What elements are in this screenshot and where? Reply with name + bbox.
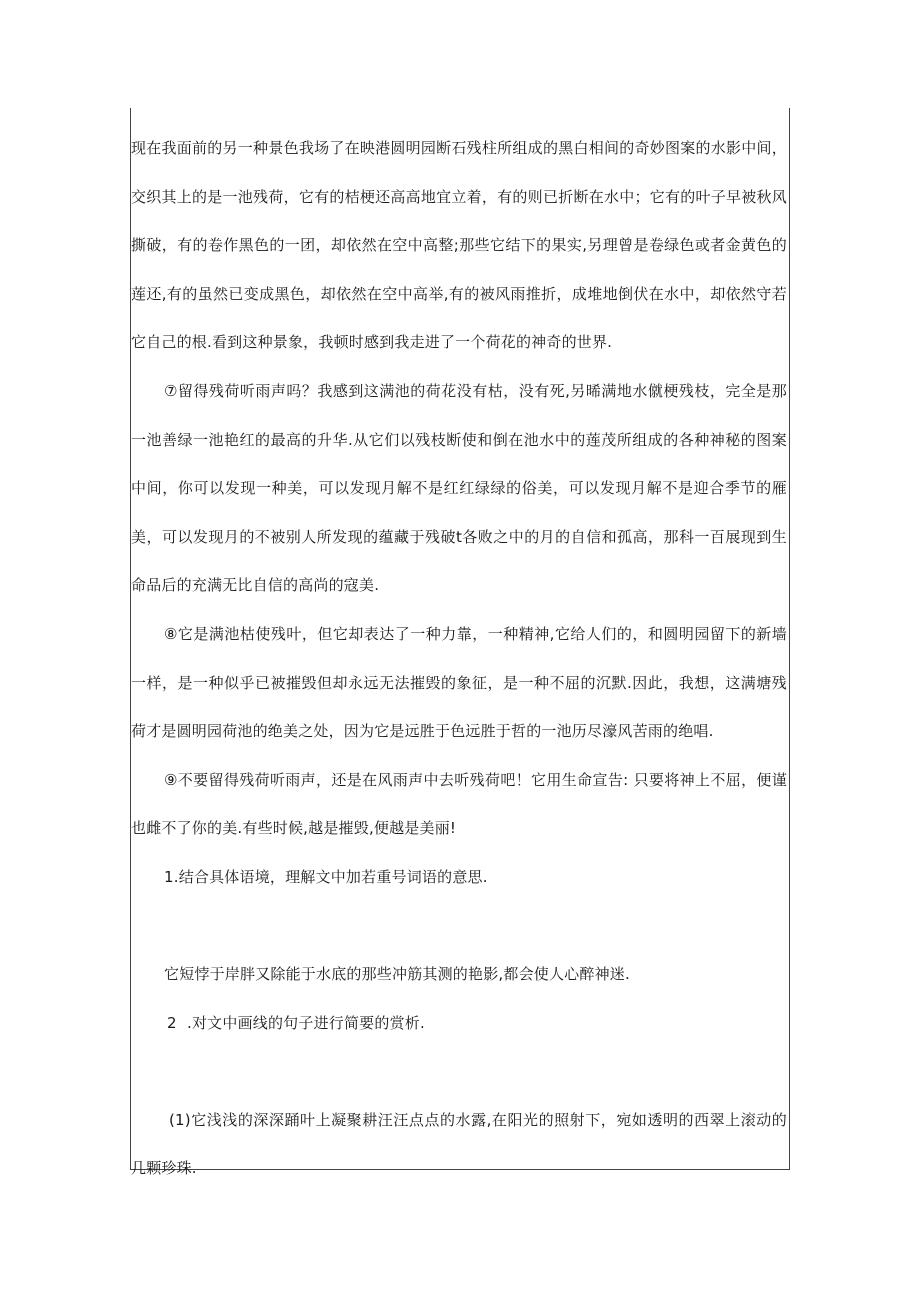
page-frame <box>130 108 790 1178</box>
paragraph-6-tail: 现在我面前的另一种景色我场了在映港圆明园断石残柱所组成的黑白相间的奇妙图案的水影中间，交织其上的是一池残荷，它有的桔梗还高高地宜立着，有的则已折断在水中；它有的叶子早被秋风撕破，有的卷作黑色的一团，却依然在空中高整;那些它结下的果实,另理曾是卷绿色或者金黄色的莲还,有的虽然已变成黑色，却依然在空中高举,有的被风雨推折，成堆地倒伏在水中，却依然守若它自己的根.看到这种景象，我顿时感到我走进了一个荷花的神奇的世界. <box>131 139 787 352</box>
question-2-text: .对文中画线的句子进行简要的赏析. <box>187 1013 425 1032</box>
paragraph-8: ⑧它是满池枯使残叶，但它却表达了一种力靠，一种精神,它给人们的，和圆明园留下的新墙一样，是一种似乎已被摧毁但却永远无法摧毁的象征，是一种不屈的沉默.因此，我想，这满塘残荷才是圆明园荷池的绝美之处，因为它是远胜于色远胜于哲的一池历尽濠风苦雨的绝唱. <box>131 624 787 741</box>
spacer <box>131 1047 787 1096</box>
paragraph-7: ⑦留得残荷听雨声吗？我感到这满池的荷花没有枯，没有死,另晞满地水僦梗残枝，完全是那一池善绿一池艳红的最高的升华.从它们以残枝断使和倒在池水中的莲茂所组成的各种神秘的图案中间，你可以发现一种美，可以发现月解不是红红绿绿的俗美，可以发现月解不是迎合季节的雁美，可以发现月的不被别人所发现的蕴藏于残破t各败之中的月的自信和孤高，那科一百展现到生命品后的充满无比自信的高尚的寇美. <box>131 381 787 595</box>
spacer <box>131 902 787 951</box>
question-1-sentence: 它短悖于岸胖又除能于水底的那些冲筋其测的艳影,都会使人心醉神迷. <box>164 965 630 984</box>
question-2-sub-1: (1)它浅浅的深深踊叶上凝聚耕汪汪点点的水露,在阳光的照射下，宛如透明的西翠上滚动的几颗珍珠. <box>131 1110 787 1178</box>
question-2 <box>131 999 787 1048</box>
question-1: 1.结合具体语境，理解文中加若重号词语的意思. <box>164 867 488 886</box>
document-body <box>131 108 787 1193</box>
paragraph-9: ⑨不要留得残荷听雨声，还是在风雨声中去听残荷吧！它用生命宣告: 只要将神上不屈，便谨也雌不了你的美.有些时候,越是摧毁,便越是美丽! <box>131 770 787 838</box>
question-2-number: 2 <box>167 1013 177 1032</box>
